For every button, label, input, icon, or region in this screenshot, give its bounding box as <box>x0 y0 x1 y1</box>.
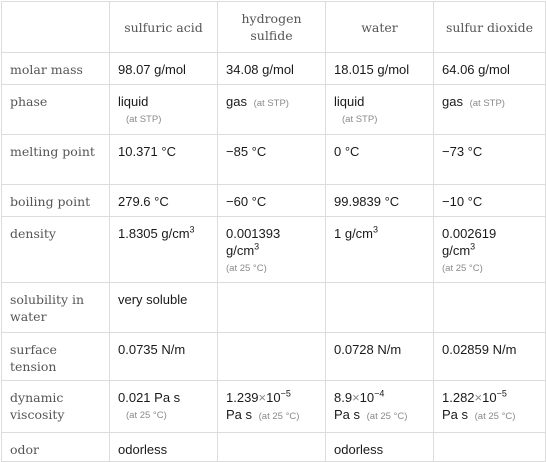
phase-value: gas <box>226 94 247 109</box>
column-header-water: water <box>326 2 434 53</box>
cell-density-sulfuric-acid <box>110 217 218 283</box>
viscosity-base: 10 <box>482 390 497 405</box>
phase-note: (at STP) <box>253 98 289 109</box>
cell-surface-tension-hydrogen-sulfide <box>218 333 326 381</box>
phase-value: liquid <box>118 94 149 109</box>
properties-table <box>1 1 546 462</box>
cell-viscosity-sulfur-dioxide <box>434 381 546 433</box>
cell-surface-tension-sulfur-dioxide: 0.02859 N/m <box>434 333 546 381</box>
cell-molar-mass-water: 18.015 g/mol <box>326 53 434 85</box>
viscosity-base: 10 <box>359 390 375 405</box>
row-label-melting-point: melting point <box>2 135 110 185</box>
table-row-solubility <box>2 283 546 333</box>
viscosity-base: 10 <box>266 390 281 405</box>
viscosity-note: (at 25 °C) <box>126 410 167 421</box>
table-row-viscosity <box>2 381 546 433</box>
viscosity-exponent: −5 <box>496 388 507 399</box>
cell-melting-point-water: 0 °C <box>326 135 434 185</box>
cell-odor-water: odorless <box>326 433 434 462</box>
density-unit: g/cm <box>442 243 471 258</box>
phase-note: (at STP) <box>469 98 505 109</box>
viscosity-note: (at 25 °C) <box>366 411 408 422</box>
density-value: 0.001393 <box>226 226 281 241</box>
cell-odor-sulfuric-acid: odorless <box>110 433 218 462</box>
cell-viscosity-hydrogen-sulfide <box>218 381 326 433</box>
table-header-row <box>2 2 546 53</box>
phase-note: (at STP) <box>126 114 162 125</box>
density-exponent: 3 <box>470 241 476 252</box>
density-exponent: 3 <box>373 224 379 235</box>
table-row-phase <box>2 85 546 135</box>
cell-boiling-point-hydrogen-sulfide: −60 °C <box>218 185 326 217</box>
cell-melting-point-hydrogen-sulfide: −85 °C <box>218 135 326 185</box>
table-row-odor <box>2 433 546 462</box>
cell-melting-point-sulfur-dioxide: −73 °C <box>434 135 546 185</box>
viscosity-exponent: −4 <box>374 388 385 399</box>
viscosity-note: (at 25 °C) <box>474 411 516 422</box>
table-row-surface-tension <box>2 333 546 381</box>
column-header-sulfur-dioxide: sulfur dioxide <box>434 2 546 53</box>
density-value: 1.8305 g/cm <box>118 226 190 241</box>
table-row-density <box>2 217 546 283</box>
density-exponent: 3 <box>189 224 195 235</box>
row-label-density: density <box>2 217 110 283</box>
density-note: (at 25 °C) <box>226 263 267 274</box>
cell-viscosity-water <box>326 381 434 433</box>
cell-solubility-hydrogen-sulfide <box>218 283 326 333</box>
cell-solubility-water <box>326 283 434 333</box>
cell-surface-tension-sulfuric-acid: 0.0735 N/m <box>110 333 218 381</box>
cell-boiling-point-sulfur-dioxide: −10 °C <box>434 185 546 217</box>
cell-phase-sulfuric-acid <box>110 85 218 135</box>
cell-phase-sulfur-dioxide <box>434 85 546 135</box>
cell-odor-hydrogen-sulfide <box>218 433 326 462</box>
viscosity-unit: Pa s <box>226 407 253 422</box>
cell-boiling-point-water: 99.9839 °C <box>326 185 434 217</box>
viscosity-value: 0.021 Pa s <box>118 390 181 405</box>
cell-molar-mass-sulfuric-acid: 98.07 g/mol <box>110 53 218 85</box>
viscosity-mantissa: 8.9 <box>334 390 353 405</box>
cell-density-sulfur-dioxide <box>434 217 546 283</box>
row-label-boiling-point: boiling point <box>2 185 110 217</box>
density-exponent: 3 <box>254 241 260 252</box>
density-value: 1 g/cm <box>334 226 374 241</box>
times-sign: × <box>474 390 483 405</box>
cell-solubility-sulfur-dioxide <box>434 283 546 333</box>
cell-phase-water <box>326 85 434 135</box>
column-header-hydrogen-sulfide: hydrogen sulfide <box>218 2 326 53</box>
cell-melting-point-sulfuric-acid: 10.371 °C <box>110 135 218 185</box>
row-label-solubility: solubility in water <box>2 283 110 333</box>
row-label-surface-tension: surface tension <box>2 333 110 381</box>
viscosity-mantissa: 1.282 <box>442 390 475 405</box>
cell-density-water <box>326 217 434 283</box>
times-sign: × <box>352 390 360 405</box>
phase-value: liquid <box>334 94 365 109</box>
cell-molar-mass-hydrogen-sulfide: 34.08 g/mol <box>218 53 326 85</box>
phase-value: gas <box>442 94 463 109</box>
cell-density-hydrogen-sulfide <box>218 217 326 283</box>
cell-viscosity-sulfuric-acid <box>110 381 218 433</box>
cell-phase-hydrogen-sulfide <box>218 85 326 135</box>
density-unit: g/cm <box>226 243 255 258</box>
row-label-odor: odor <box>2 433 110 462</box>
cell-molar-mass-sulfur-dioxide: 64.06 g/mol <box>434 53 546 85</box>
row-label-phase: phase <box>2 85 110 135</box>
cell-solubility-sulfuric-acid: very soluble <box>110 283 218 333</box>
cell-surface-tension-water: 0.0728 N/m <box>326 333 434 381</box>
phase-note: (at STP) <box>342 114 378 125</box>
column-header-sulfuric-acid: sulfuric acid <box>110 2 218 53</box>
cell-odor-sulfur-dioxide <box>434 433 546 462</box>
density-value: 0.002619 <box>442 226 497 241</box>
table-row-melting-point <box>2 135 546 185</box>
viscosity-unit: Pa s <box>442 407 469 422</box>
cell-boiling-point-sulfuric-acid: 279.6 °C <box>110 185 218 217</box>
viscosity-exponent: −5 <box>280 388 291 399</box>
density-note: (at 25 °C) <box>442 263 483 274</box>
corner-cell <box>2 2 110 53</box>
viscosity-unit: Pa s <box>334 407 361 422</box>
table-row-boiling-point <box>2 185 546 217</box>
viscosity-note: (at 25 °C) <box>258 411 300 422</box>
row-label-molar-mass: molar mass <box>2 53 110 85</box>
viscosity-mantissa: 1.239 <box>226 390 259 405</box>
times-sign: × <box>258 390 267 405</box>
row-label-viscosity: dynamic viscosity <box>2 381 110 433</box>
table-row-molar-mass <box>2 53 546 85</box>
